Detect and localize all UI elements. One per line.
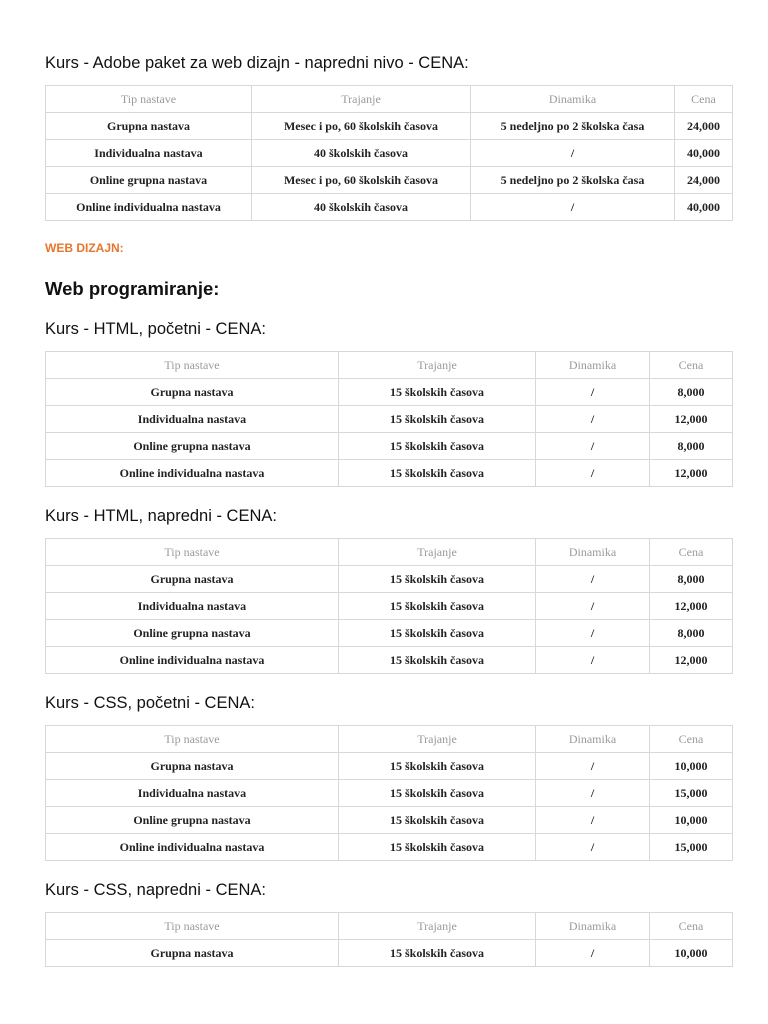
web-programiranje-heading: Web programiranje: [45,278,220,299]
header-cena: Cena [675,86,733,113]
cell-trajanje: 15 školskih časova [339,807,536,834]
cell-cena: 8,000 [650,379,733,406]
cell-trajanje: 40 školskih časova [252,140,471,167]
table-row [46,834,733,861]
cell-cena: 8,000 [650,433,733,460]
header-trajanje: Trajanje [252,86,471,113]
table-row [46,753,733,780]
cell-tip: Grupna nastava [46,566,339,593]
header-tip-nastave: Tip nastave [46,913,339,940]
cell-dinamika: / [536,566,650,593]
cell-cena: 12,000 [650,647,733,674]
cell-cena: 40,000 [675,140,733,167]
cell-dinamika: 5 nedeljno po 2 školska časa [471,167,675,194]
cell-cena: 12,000 [650,593,733,620]
cell-trajanje: 15 školskih časova [339,379,536,406]
cell-trajanje: Mesec i po, 60 školskih časova [252,167,471,194]
table-header-row [46,539,733,566]
cell-cena: 15,000 [650,780,733,807]
cell-trajanje: Mesec i po, 60 školskih časova [252,113,471,140]
cell-dinamika: / [536,620,650,647]
header-dinamika: Dinamika [536,726,650,753]
cell-trajanje: 15 školskih časova [339,406,536,433]
adobe-price-table [45,85,733,221]
cell-dinamika: / [536,460,650,487]
table-header-row [46,352,733,379]
cell-dinamika: / [536,593,650,620]
css-pocetni-title: Kurs - CSS, početni - CENA: [45,694,255,712]
cell-trajanje: 40 školskih časova [252,194,471,221]
table-row [46,940,733,967]
cell-trajanje: 15 školskih časova [339,940,536,967]
table-row [46,647,733,674]
cell-trajanje: 15 školskih časova [339,753,536,780]
cell-dinamika: / [536,379,650,406]
header-tip-nastave: Tip nastave [46,352,339,379]
cell-trajanje: 15 školskih časova [339,620,536,647]
cell-dinamika: / [471,194,675,221]
table-row [46,460,733,487]
cell-tip: Online individualna nastava [46,834,339,861]
cell-trajanje: 15 školskih časova [339,433,536,460]
header-tip-nastave: Tip nastave [46,86,252,113]
cell-dinamika: / [536,807,650,834]
table-header-row [46,86,733,113]
header-cena: Cena [650,913,733,940]
web-dizajn-label: WEB DIZAJN: [45,241,124,255]
table-row [46,379,733,406]
cell-tip: Grupna nastava [46,379,339,406]
cell-dinamika: / [536,433,650,460]
cell-dinamika: 5 nedeljno po 2 školska časa [471,113,675,140]
cell-cena: 24,000 [675,167,733,194]
table-header-row [46,726,733,753]
table-row [46,780,733,807]
css-napredni-price-table [45,912,733,967]
cell-cena: 12,000 [650,406,733,433]
cell-trajanje: 15 školskih časova [339,834,536,861]
table-row [46,194,733,221]
header-trajanje: Trajanje [339,913,536,940]
table-row [46,807,733,834]
table-row [46,140,733,167]
table-row [46,566,733,593]
table-row [46,433,733,460]
cell-dinamika: / [536,753,650,780]
table-row [46,167,733,194]
table-row [46,113,733,140]
cell-cena: 24,000 [675,113,733,140]
cell-trajanje: 15 školskih časova [339,780,536,807]
cell-tip: Online individualna nastava [46,460,339,487]
cell-tip: Grupna nastava [46,940,339,967]
header-trajanje: Trajanje [339,539,536,566]
cell-trajanje: 15 školskih časova [339,566,536,593]
header-dinamika: Dinamika [471,86,675,113]
cell-tip: Online individualna nastava [46,194,252,221]
cell-cena: 15,000 [650,834,733,861]
cell-dinamika: / [536,940,650,967]
header-trajanje: Trajanje [339,352,536,379]
cell-cena: 10,000 [650,753,733,780]
header-trajanje: Trajanje [339,726,536,753]
html-pocetni-price-table [45,351,733,487]
cell-tip: Online individualna nastava [46,647,339,674]
cell-dinamika: / [536,780,650,807]
cell-dinamika: / [471,140,675,167]
header-tip-nastave: Tip nastave [46,726,339,753]
adobe-course-title: Kurs - Adobe paket za web dizajn - napredni nivo - CENA: [45,54,469,72]
cell-cena: 10,000 [650,807,733,834]
header-dinamika: Dinamika [536,913,650,940]
cell-cena: 8,000 [650,620,733,647]
css-pocetni-price-table [45,725,733,861]
header-dinamika: Dinamika [536,352,650,379]
css-napredni-title: Kurs - CSS, napredni - CENA: [45,881,266,899]
table-row [46,593,733,620]
header-cena: Cena [650,539,733,566]
cell-cena: 12,000 [650,460,733,487]
html-pocetni-title: Kurs - HTML, početni - CENA: [45,320,266,338]
cell-tip: Online grupna nastava [46,433,339,460]
html-napredni-price-table [45,538,733,674]
header-tip-nastave: Tip nastave [46,539,339,566]
cell-trajanje: 15 školskih časova [339,593,536,620]
cell-tip: Online grupna nastava [46,167,252,194]
header-dinamika: Dinamika [536,539,650,566]
table-row [46,406,733,433]
html-napredni-title: Kurs - HTML, napredni - CENA: [45,507,277,525]
cell-tip: Online grupna nastava [46,807,339,834]
cell-cena: 8,000 [650,566,733,593]
cell-tip: Online grupna nastava [46,620,339,647]
cell-dinamika: / [536,834,650,861]
cell-tip: Grupna nastava [46,113,252,140]
cell-trajanje: 15 školskih časova [339,647,536,674]
cell-cena: 10,000 [650,940,733,967]
cell-tip: Individualna nastava [46,593,339,620]
cell-dinamika: / [536,406,650,433]
header-cena: Cena [650,352,733,379]
table-row [46,620,733,647]
cell-tip: Grupna nastava [46,753,339,780]
table-header-row [46,913,733,940]
cell-cena: 40,000 [675,194,733,221]
cell-tip: Individualna nastava [46,406,339,433]
cell-tip: Individualna nastava [46,780,339,807]
cell-trajanje: 15 školskih časova [339,460,536,487]
cell-tip: Individualna nastava [46,140,252,167]
header-cena: Cena [650,726,733,753]
cell-dinamika: / [536,647,650,674]
